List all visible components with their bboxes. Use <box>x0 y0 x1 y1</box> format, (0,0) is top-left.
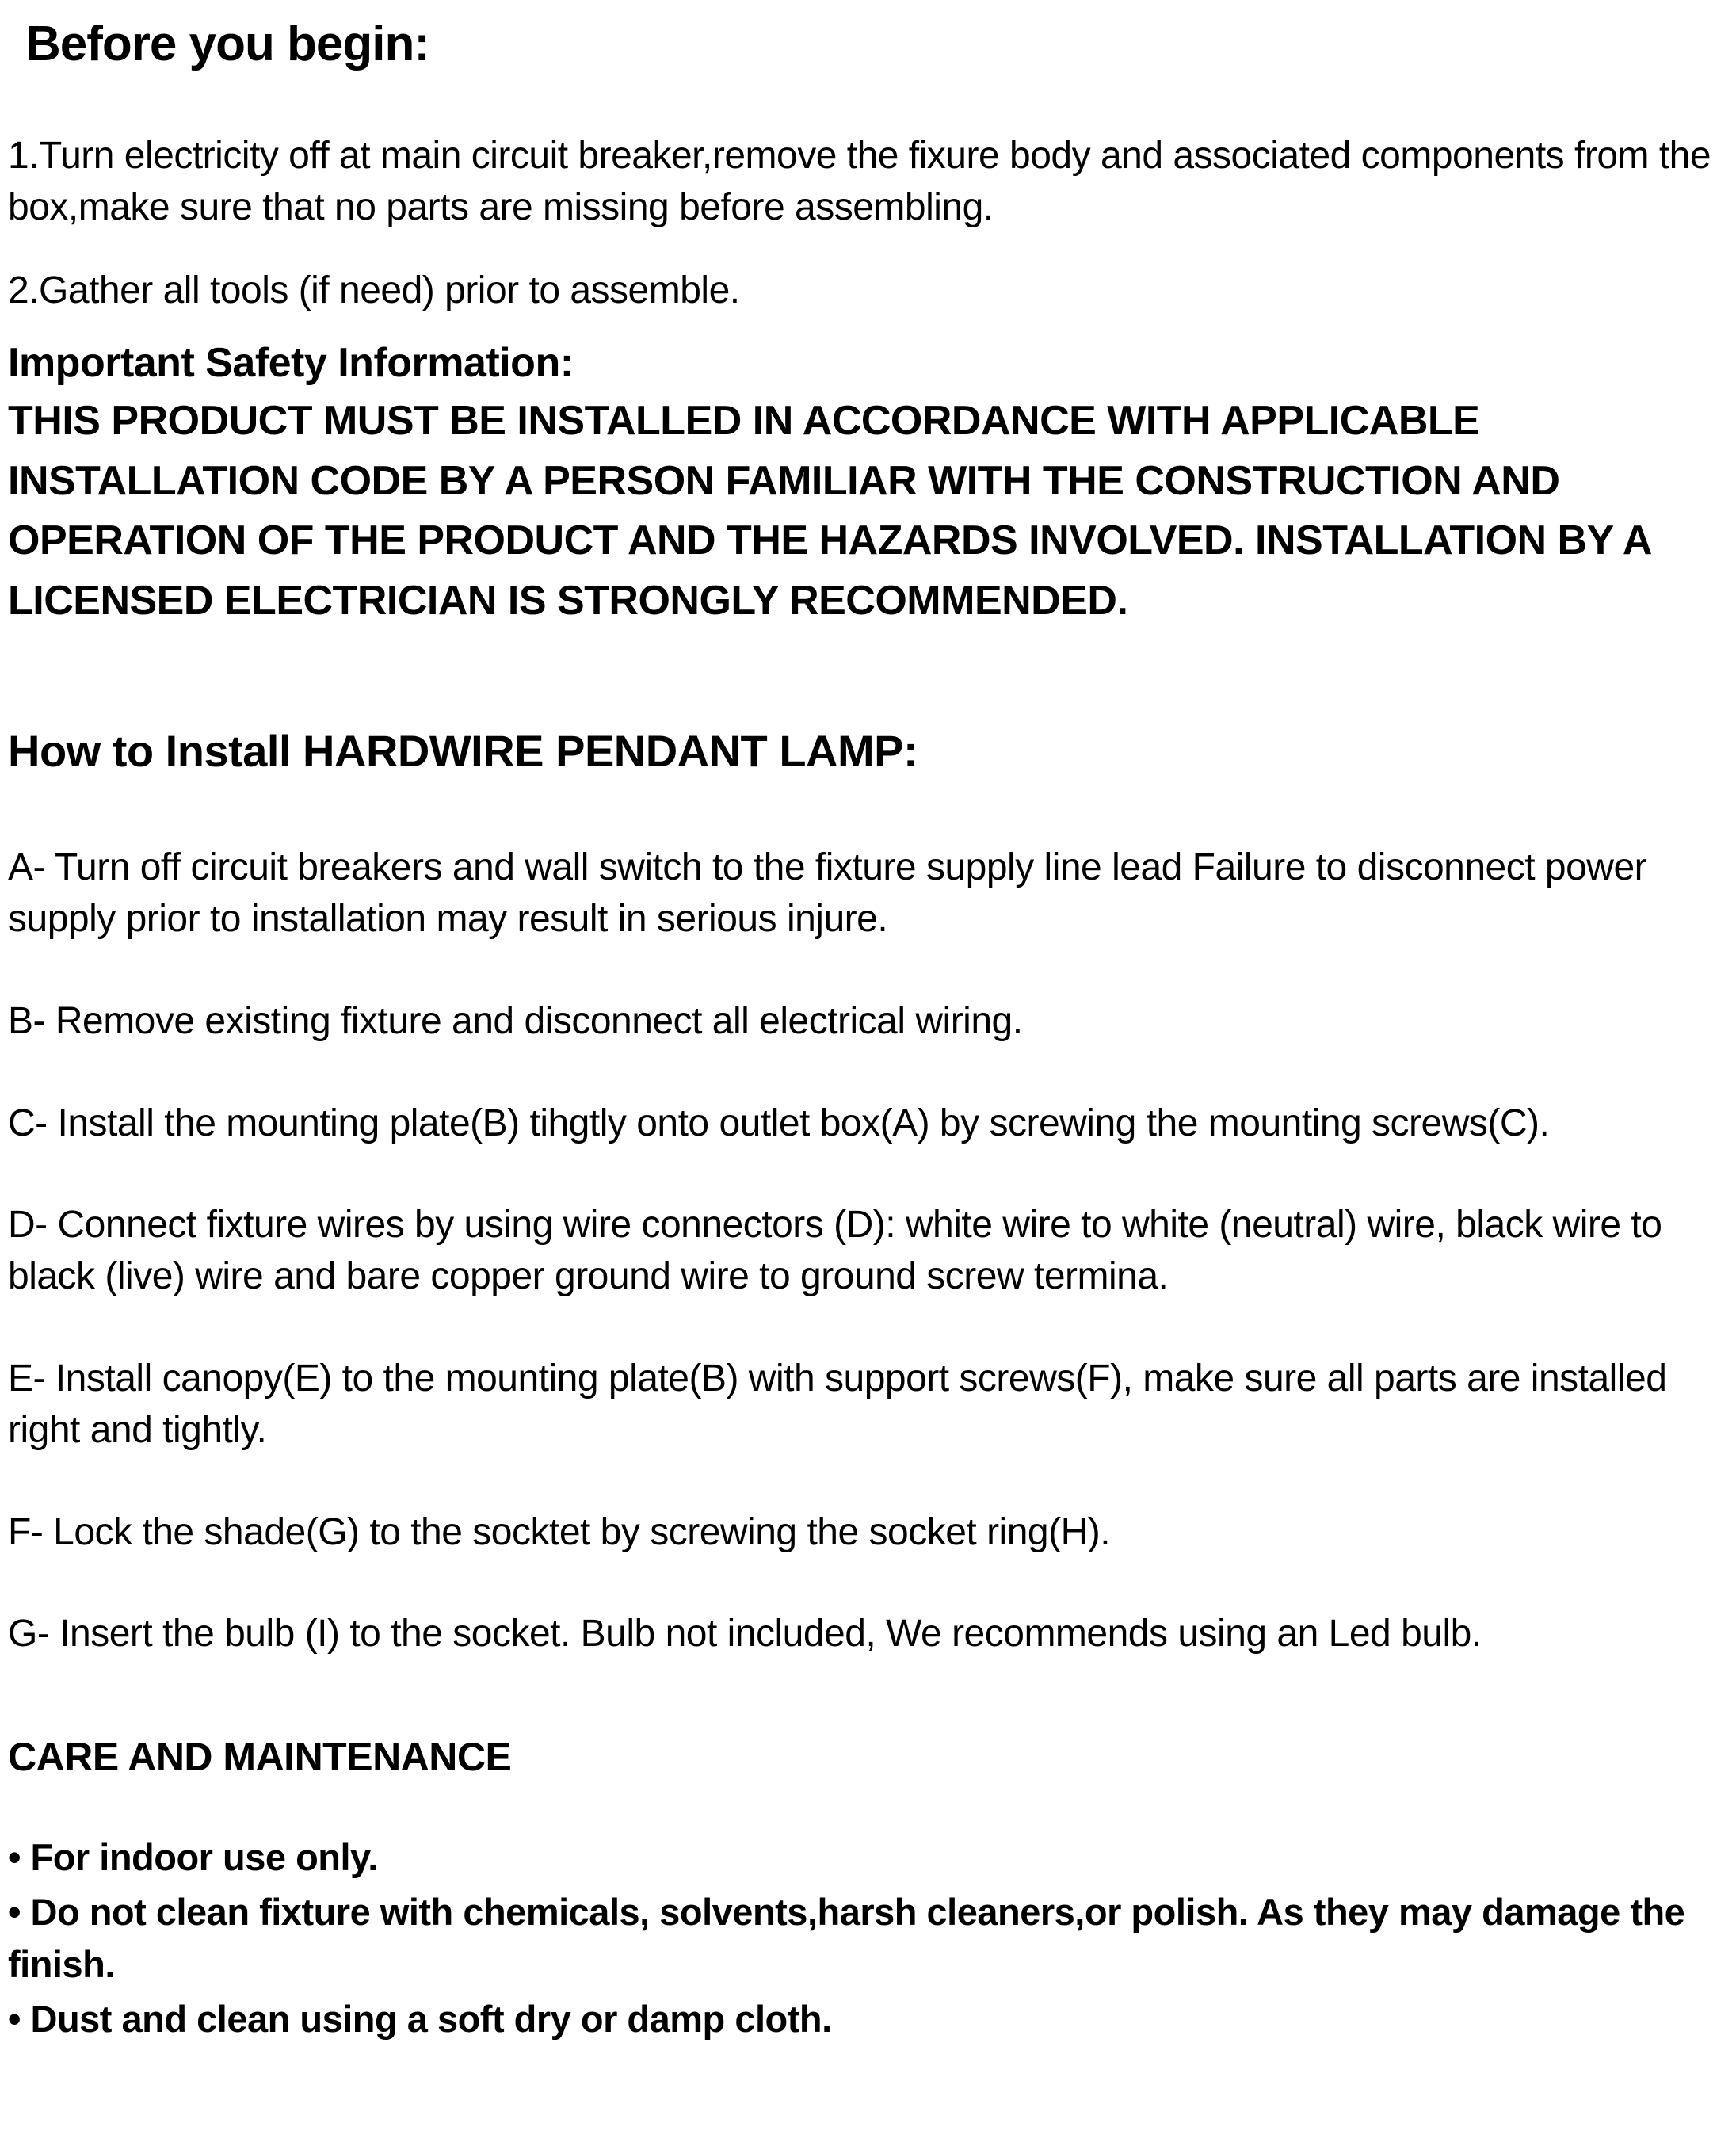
care-item-chemicals: • Do not clean fixture with chemicals, solvents,harsh cleaners,or polish. As they may damage the finish. <box>8 1891 1685 1985</box>
install-step-g: G- Insert the bulb (I) to the socket. Bulb not included, We recommends using an Led bulb. <box>8 1613 1482 1655</box>
install-step-e: E- Install canopy(E) to the mounting plate(B) with support screws(F), make sure all parts are installed right and tightly. <box>8 1357 1667 1451</box>
safety-heading: Important Safety Information: <box>8 339 574 386</box>
install-step-d: D- Connect fixture wires by using wire connectors (D): white wire to white (neutral) wire, black wire to black (live) wire and bare copper ground wire to ground screw termina. <box>8 1204 1662 1298</box>
page-title: Before you begin: <box>25 17 430 71</box>
install-heading: How to Install HARDWIRE PENDANT LAMP: <box>8 726 918 777</box>
intro-step-1: 1.Turn electricity off at main circuit breaker,remove the fixure body and associated components from the box,make sure that no parts are missing before assembling. <box>8 135 1711 229</box>
safety-warning-text: THIS PRODUCT MUST BE INSTALLED IN ACCORDANCE WITH APPLICABLE INSTALLATION CODE BY A PERSON FAMILIAR WITH THE CONSTRUCTION AND OPERATION OF THE PRODUCT AND THE HAZARDS INVOLVED. INSTALLATION BY A LICENSED ELECTRICIAN IS STRONGLY RECOMMENDED. <box>8 398 1650 624</box>
care-item-indoor: • For indoor use only. <box>8 1836 378 1879</box>
instruction-document <box>8 16 1725 2045</box>
install-step-a: A- Turn off circuit breakers and wall switch to the fixture supply line lead Failure to disconnect power supply prior to installation may result in serious injure. <box>8 846 1647 941</box>
install-step-c: C- Install the mounting plate(B) tihgtly onto outlet box(A) by screwing the mounting screws(C). <box>8 1102 1550 1144</box>
care-section <box>8 1733 1725 2045</box>
intro-step-2: 2.Gather all tools (if need) prior to assemble. <box>8 269 740 311</box>
care-item-dust: • Dust and clean using a soft dry or damp cloth. <box>8 1997 832 2040</box>
care-heading: CARE AND MAINTENANCE <box>8 1735 512 1780</box>
install-step-b: B- Remove existing fixture and disconnect all electrical wiring. <box>8 999 1023 1042</box>
install-step-f: F- Lock the shade(G) to the socktet by screwing the socket ring(H). <box>8 1510 1111 1553</box>
